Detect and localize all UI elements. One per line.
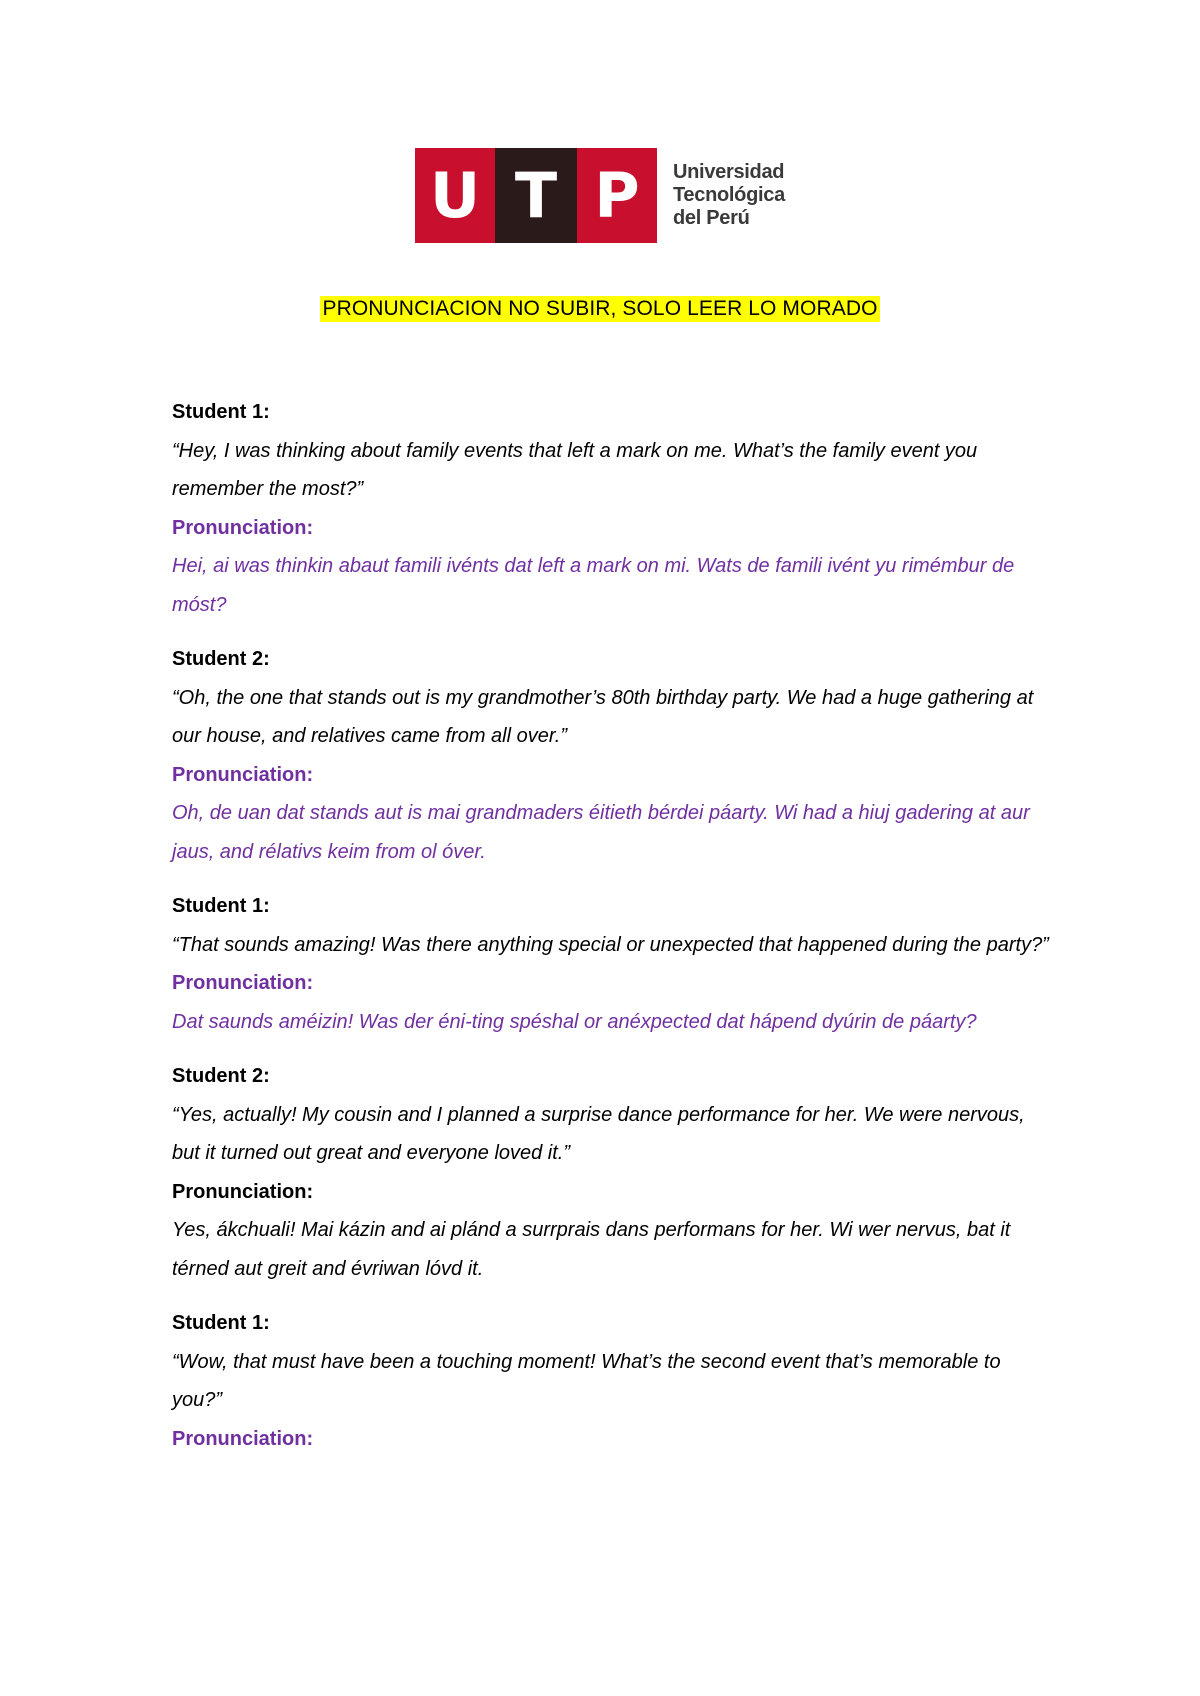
- logo-name-line-1: Universidad: [673, 161, 785, 183]
- pronunciation-text: Yes, ákchuali! Mai kázin and ai plánd a surrprais dans performans for her. Wi wer nervus, bat it térned aut greit and évriwan lóvd it.: [172, 1219, 1011, 1280]
- logo-university-name: [673, 161, 785, 230]
- logo-letters-box: [415, 148, 657, 243]
- pronunciation-label: Pronunciation:: [172, 972, 314, 994]
- pronunciation-label: Pronunciation:: [172, 1180, 314, 1203]
- logo-letter-u: U: [415, 148, 495, 243]
- speaker-label: Student 1:: [172, 1312, 270, 1334]
- dialogue-line: “Wow, that must have been a touching moment! What’s the second event that’s memorable to you?”: [172, 1350, 1001, 1411]
- dialogue-entry: [172, 393, 1052, 624]
- dialogue-entry: [172, 887, 1052, 1041]
- logo-letter-p: P: [577, 148, 657, 243]
- pronunciation-text: Oh, de uan dat stands aut is mai grandmaders éitieth bérdei páarty. Wi had a hiuj gadering at aur jaus, and rélativs keim from ol óver.: [172, 802, 1030, 863]
- logo-letter-t: T: [495, 148, 577, 243]
- dialogue-content: [172, 393, 1052, 1474]
- dialogue-line: “Hey, I was thinking about family events that left a mark on me. What’s the family event you remember the most?”: [172, 439, 978, 500]
- utp-logo: [415, 148, 785, 243]
- pronunciation-text: Hei, ai was thinkin abaut famili ivénts dat left a mark on mi. Wats de famili ivént yu rimémbur de móst?: [172, 555, 1015, 616]
- dialogue-entry: [172, 640, 1052, 871]
- logo-name-line-2: Tecnológica: [673, 184, 785, 206]
- pronunciation-text: Dat saunds améizin! Was der éni-ting spéshal or anéxpected dat hápend dyúrin de páarty?: [172, 1010, 977, 1033]
- speaker-label: Student 1:: [172, 401, 270, 423]
- dialogue-line: “Oh, the one that stands out is my grandmother’s 80th birthday party. We had a huge gathering at our house, and relatives came from all over.”: [172, 686, 1034, 747]
- dialogue-line: “That sounds amazing! Was there anything special or unexpected that happened during the party?”: [172, 933, 1049, 956]
- speaker-label: Student 2:: [172, 1065, 270, 1087]
- logo-name-line-3: del Perú: [673, 207, 750, 229]
- dialogue-line: “Yes, actually! My cousin and I planned a surprise dance performance for her. We were nervous, but it turned out great and everyone loved it.”: [172, 1103, 1025, 1164]
- pronunciation-label: Pronunciation:: [172, 1427, 314, 1450]
- speaker-label: Student 2:: [172, 648, 270, 670]
- page-heading: PRONUNCIACION NO SUBIR, SOLO LEER LO MORADO: [322, 297, 878, 320]
- speaker-label: Student 1:: [172, 895, 270, 917]
- dialogue-entry: [172, 1304, 1052, 1458]
- heading-container: [0, 296, 1200, 322]
- pronunciation-label: Pronunciation:: [172, 763, 314, 786]
- pronunciation-label: Pronunciation:: [172, 516, 314, 539]
- dialogue-entry: [172, 1057, 1052, 1288]
